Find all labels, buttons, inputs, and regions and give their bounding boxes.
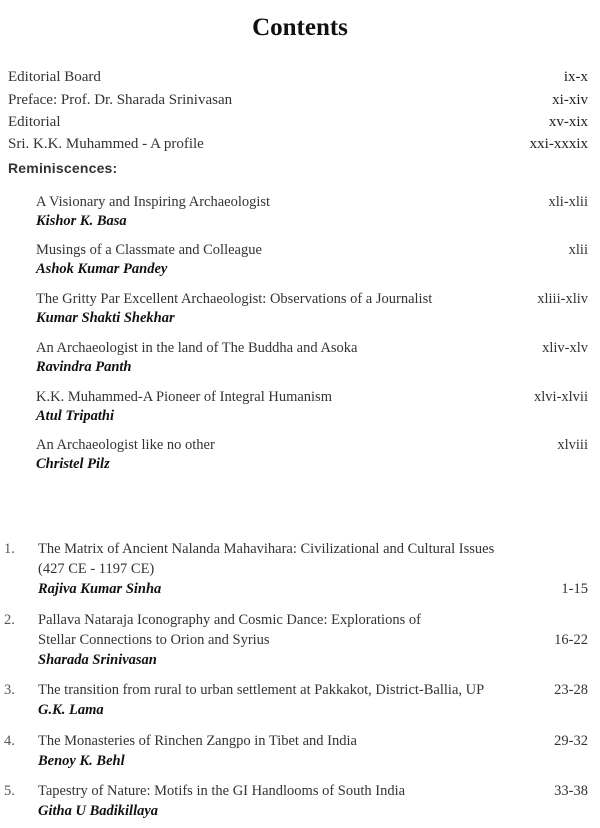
- entry-title: The transition from rural to urban settlement at Pakkakot, District-Ballia, UP: [38, 682, 485, 698]
- entry-author: Benoy K. Behl: [38, 753, 125, 769]
- toc-entry-reminiscence[interactable]: [36, 193, 588, 231]
- entry-title: The Gritty Par Excellent Archaeologist: Observations of a Journalist: [36, 291, 433, 307]
- entry-pages: xliii-xliv: [537, 291, 588, 307]
- entry-title: Musings of a Classmate and Colleague: [36, 242, 262, 258]
- entry-pages: xlvi-xlvii: [534, 389, 588, 405]
- toc-entry-editorial-board[interactable]: [8, 67, 588, 87]
- entry-pages: 33-38: [554, 783, 588, 799]
- entry-title: Editorial: [8, 114, 61, 130]
- chapter-number: 5.: [4, 783, 15, 799]
- entry-pages: xxi-xxxix: [529, 136, 588, 152]
- entry-title: Editorial Board: [8, 69, 101, 85]
- entry-pages: xv-xix: [548, 114, 588, 130]
- entry-author: Atul Tripathi: [36, 408, 115, 424]
- entry-author: Ravindra Panth: [36, 359, 132, 375]
- page-title: Contents: [252, 14, 348, 41]
- entry-pages: xlviii: [557, 437, 588, 453]
- toc-entry-preface[interactable]: [8, 90, 588, 110]
- entry-author: G.K. Lama: [38, 702, 104, 718]
- entry-pages: xli-xlii: [548, 194, 588, 210]
- entry-title-cont: Stellar Connections to Orion and Syrius: [38, 632, 270, 648]
- entry-author: Sharada Srinivasan: [38, 652, 157, 668]
- entry-title: Preface: Prof. Dr. Sharada Srinivasan: [8, 92, 233, 108]
- entry-pages: xliv-xlv: [542, 340, 588, 356]
- entry-pages: xi-xiv: [552, 92, 588, 108]
- toc-entry-reminiscence[interactable]: [36, 339, 588, 377]
- toc-entry-reminiscence[interactable]: [36, 241, 588, 279]
- chapter-number: 4.: [4, 733, 15, 749]
- entry-author: Githa U Badikillaya: [38, 803, 159, 819]
- chapter-number: 3.: [4, 682, 15, 698]
- entry-pages: 16-22: [554, 632, 588, 648]
- chapter-number: 1.: [4, 541, 15, 557]
- entry-title: An Archaeologist in the land of The Buddha and Asoka: [36, 340, 358, 356]
- entry-title: The Monasteries of Rinchen Zangpo in Tibet and India: [38, 733, 357, 749]
- entry-title: Tapestry of Nature: Motifs in the GI Handlooms of South India: [38, 783, 406, 799]
- entry-pages: 23-28: [554, 682, 588, 698]
- entry-title: Sri. K.K. Muhammed - A profile: [8, 136, 204, 152]
- entry-title: Pallava Nataraja Iconography and Cosmic Dance: Explorations of: [38, 612, 421, 628]
- entry-title-cont: (427 CE - 1197 CE): [38, 561, 155, 577]
- entry-pages: 1-15: [561, 581, 588, 597]
- entry-title: A Visionary and Inspiring Archaeologist: [36, 194, 271, 210]
- entry-title: The Matrix of Ancient Nalanda Mahavihara: Civilizational and Cultural Issues: [38, 541, 495, 557]
- entry-pages: 29-32: [554, 733, 588, 749]
- entry-author: Kumar Shakti Shekhar: [36, 310, 175, 326]
- toc-entry-editorial[interactable]: [8, 112, 588, 132]
- entry-title: K.K. Muhammed-A Pioneer of Integral Humanism: [36, 389, 332, 405]
- chapter-number: 2.: [4, 612, 15, 628]
- entry-author: Kishor K. Basa: [36, 213, 127, 229]
- entry-author: Christel Pilz: [36, 456, 110, 472]
- entry-title: An Archaeologist like no other: [36, 437, 215, 453]
- entry-pages: xlii: [568, 242, 588, 258]
- toc-entry-reminiscence[interactable]: [36, 436, 588, 474]
- entry-pages: ix-x: [563, 69, 588, 85]
- toc-entry-reminiscence[interactable]: [36, 290, 588, 328]
- toc-entry-profile[interactable]: [8, 134, 588, 154]
- toc-entry-reminiscence[interactable]: [36, 388, 588, 426]
- entry-author: Rajiva Kumar Sinha: [38, 581, 162, 597]
- section-heading-reminiscences: Reminiscences:: [8, 160, 118, 176]
- entry-author: Ashok Kumar Pandey: [36, 261, 168, 277]
